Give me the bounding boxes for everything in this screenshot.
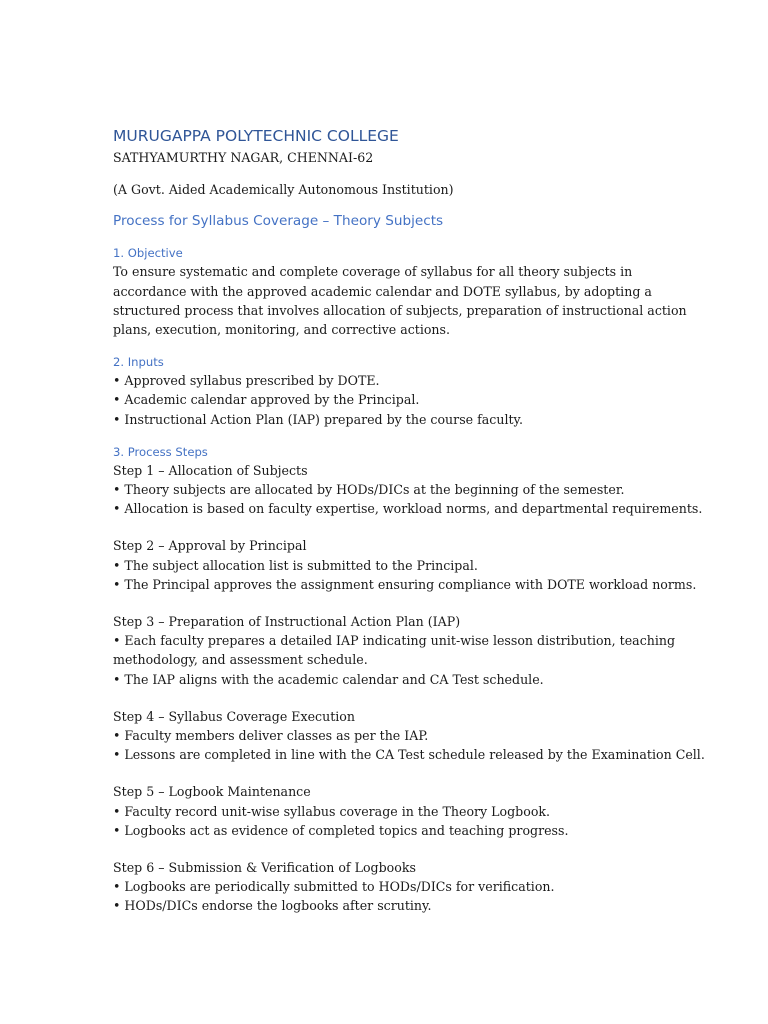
step-line: methodology, and assessment schedule. <box>113 652 368 668</box>
institution-status: (A Govt. Aided Academically Autonomous Institution) <box>113 182 454 198</box>
step-line: • Logbooks act as evidence of completed topics and teaching progress. <box>113 822 569 838</box>
objective-line: To ensure systematic and complete coverage of syllabus for all theory subjects in <box>113 264 633 280</box>
step-block <box>113 707 705 765</box>
objective-line: structured process that involves allocation of subjects, preparation of instructional action <box>113 302 687 318</box>
step-title: Step 4 – Syllabus Coverage Execution <box>113 708 355 724</box>
list-item: • Instructional Action Plan (IAP) prepared by the course faculty. <box>113 411 523 427</box>
college-name: MURUGAPPA POLYTECHNIC COLLEGE <box>113 127 399 145</box>
inputs-heading: 2. Inputs <box>113 355 164 370</box>
step-line: • The Principal approves the assignment ensuring compliance with DOTE workload norms. <box>113 576 697 592</box>
step-block <box>113 858 673 916</box>
step-block <box>113 536 697 594</box>
step-line: • Lessons are completed in line with the CA Test schedule released by the Examination Cell. <box>113 747 705 763</box>
step-title: Step 3 – Preparation of Instructional Action Plan (IAP) <box>113 614 461 630</box>
step-line: • The IAP aligns with the academic calendar and CA Test schedule. <box>113 671 544 687</box>
step-line: • The subject allocation list is submitted to the Principal. <box>113 557 478 573</box>
document-page <box>113 126 705 916</box>
step-title: Step 1 – Allocation of Subjects <box>113 462 308 478</box>
step-title: Step 2 – Approval by Principal <box>113 538 307 554</box>
document-title: Process for Syllabus Coverage – Theory Subjects <box>113 213 444 230</box>
objective-line: accordance with the approved academic calendar and DOTE syllabus, by adopting a <box>113 283 652 299</box>
list-item: • Approved syllabus prescribed by DOTE. <box>113 373 380 389</box>
step-title: Step 6 – Submission & Verification of Logbooks <box>113 860 416 876</box>
step-block <box>113 612 676 689</box>
list-item: • Academic calendar approved by the Principal. <box>113 392 420 408</box>
step-line: • HODs/DICs endorse the logbooks after scrutiny. <box>113 898 432 914</box>
step-line: • Faculty members deliver classes as per the IAP. <box>113 728 429 744</box>
step-block <box>113 461 703 519</box>
inputs-list <box>113 371 673 429</box>
step-line: • Logbooks are periodically submitted to HODs/DICs for verification. <box>113 879 555 895</box>
objective-heading: 1. Objective <box>113 246 183 261</box>
college-address: SATHYAMURTHY NAGAR, CHENNAI-62 <box>113 150 374 165</box>
process-heading: 3. Process Steps <box>113 444 208 459</box>
step-line: • Faculty record unit-wise syllabus coverage in the Theory Logbook. <box>113 803 551 819</box>
step-line: • Theory subjects are allocated by HODs/DICs at the beginning of the semester. <box>113 482 625 498</box>
objective-paragraph <box>113 262 687 339</box>
objective-line: plans, execution, monitoring, and corrective actions. <box>113 322 451 338</box>
step-block <box>113 782 673 840</box>
step-line: • Allocation is based on faculty expertise, workload norms, and departmental requirements. <box>113 501 703 517</box>
step-title: Step 5 – Logbook Maintenance <box>113 784 311 800</box>
step-line: • Each faculty prepares a detailed IAP indicating unit-wise lesson distribution, teaching <box>113 633 676 649</box>
